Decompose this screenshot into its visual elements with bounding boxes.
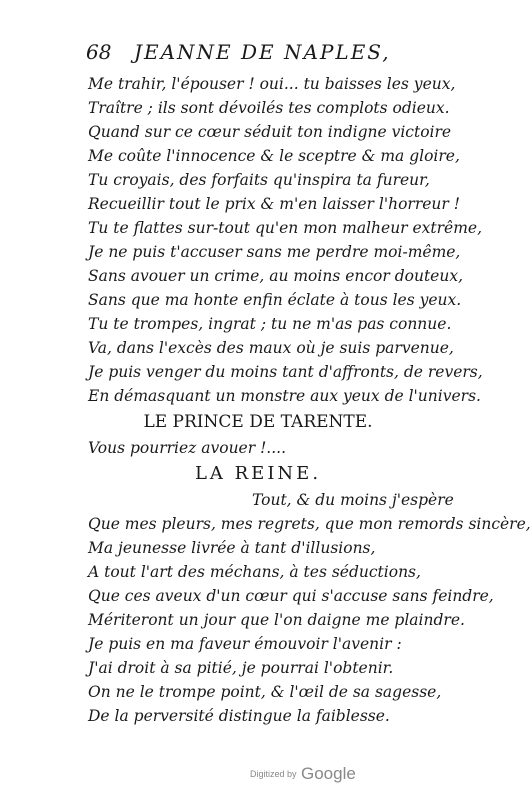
watermark-brand: Google [300, 764, 356, 783]
verse-line: Tout, & du moins j'espère [252, 491, 454, 509]
verse-line: Recueillir tout le prix & m'en laisser l'horreur ! [88, 195, 460, 213]
verse-line: J'ai droit à sa pitié, je pourrai l'obtenir. [88, 659, 394, 677]
verse-line: Tu croyais, des forfaits qu'inspira ta fureur, [88, 171, 430, 189]
verse-line: Tu te flattes sur-tout qu'en mon malheur extrême, [88, 219, 483, 237]
verse-line: Je ne puis t'accuser sans me perdre moi-même, [88, 243, 461, 261]
verse-line: Quand sur ce cœur séduit ton indigne victoire [88, 123, 452, 141]
verse-line: Je puis venger du moins tant d'affronts, de revers, [88, 363, 483, 381]
verse-block [88, 72, 531, 728]
verse-line: En démasquant un monstre aux yeux de l'univers. [88, 387, 481, 405]
verse-line: Ma jeunesse livrée à tant d'illusions, [88, 539, 376, 557]
verse-line: Me coûte l'innocence & le sceptre & ma gloire, [88, 147, 460, 165]
verse-line: De la perversité distingue la faiblesse. [88, 707, 390, 725]
speaker-name: LE PRINCE DE TARENTE. [143, 412, 373, 432]
verse-line: Me trahir, l'épouser ! oui... tu baisses les yeux, [88, 75, 456, 93]
verse-line: Mériteront un jour que l'on daigne me plaindre. [88, 611, 465, 629]
verse-line: Sans avouer un crime, au moins encor douteux, [88, 267, 464, 285]
watermark-prefix: Digitized by [250, 769, 297, 779]
speaker-name: LA REINE. [194, 463, 322, 484]
verse-line: Vous pourriez avouer !.... [88, 439, 287, 457]
verse-line: Sans que ma honte enfin éclate à tous les yeux. [88, 291, 462, 309]
digitized-by-watermark [250, 764, 356, 784]
verse-line: On ne le trompe point, & l'œil de sa sagesse, [88, 683, 442, 701]
page-number: 68 [86, 40, 112, 64]
running-title: JEANNE DE NAPLES, [134, 40, 391, 64]
verse-line: Que mes pleurs, mes regrets, que mon remords sincère, [88, 515, 531, 533]
verse-line: Tu te trompes, ingrat ; tu ne m'as pas connue. [88, 315, 452, 333]
verse-line: Je puis en ma faveur émouvoir l'avenir : [88, 635, 402, 653]
verse-line: Traître ; ils sont dévoilés tes complots odieux. [88, 99, 450, 117]
page-header [86, 40, 416, 68]
verse-line: Que ces aveux d'un cœur qui s'accuse sans feindre, [88, 587, 494, 605]
verse-line: A tout l'art des méchans, à tes séductions, [88, 563, 421, 581]
verse-line: Va, dans l'excès des maux où je suis parvenue, [88, 339, 454, 357]
